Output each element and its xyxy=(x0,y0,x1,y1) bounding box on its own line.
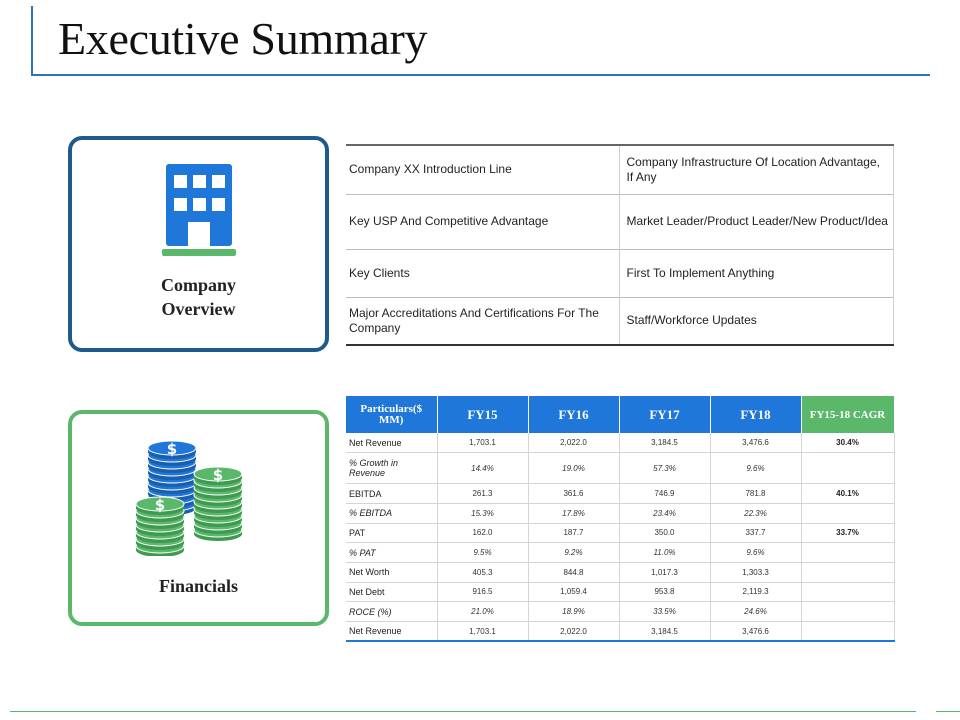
value-cell: 3,184.5 xyxy=(619,622,710,642)
overview-cell: Key Clients xyxy=(346,249,619,297)
table-row xyxy=(346,562,894,582)
value-cell: 15.3% xyxy=(437,503,528,523)
cagr-cell xyxy=(801,582,894,602)
company-overview-label: Company Overview xyxy=(160,275,236,319)
value-cell: 21.0% xyxy=(437,602,528,622)
footer-line-short xyxy=(936,711,960,712)
value-cell: 3,476.6 xyxy=(710,433,801,453)
value-cell: 350.0 xyxy=(619,523,710,543)
footer-line xyxy=(10,711,916,712)
value-cell: 1,303.3 xyxy=(710,562,801,582)
page-title: Executive Summary xyxy=(58,13,428,64)
table-row xyxy=(346,602,894,622)
row-label: ROCE (%) xyxy=(346,602,437,622)
row-label: EBITDA xyxy=(346,484,437,504)
value-cell: 2,022.0 xyxy=(528,622,619,642)
table-row xyxy=(346,622,894,642)
value-cell: 1,703.1 xyxy=(437,622,528,642)
value-cell: 9.2% xyxy=(528,543,619,563)
row-label: % EBITDA xyxy=(346,503,437,523)
svg-text:$: $ xyxy=(212,466,224,484)
table-row xyxy=(346,433,894,453)
row-label: Net Debt xyxy=(346,582,437,602)
cagr-cell xyxy=(801,543,894,563)
row-label: Net Revenue xyxy=(346,622,437,642)
dollar-coins-icon xyxy=(134,434,249,556)
svg-text:$: $ xyxy=(154,496,166,514)
overview-cell: Market Leader/Product Leader/New Product/Idea xyxy=(619,194,894,249)
value-cell: 2,022.0 xyxy=(528,433,619,453)
value-cell: 187.7 xyxy=(528,523,619,543)
cagr-cell xyxy=(801,562,894,582)
overview-cell: First To Implement Anything xyxy=(619,249,894,297)
value-cell: 57.3% xyxy=(619,453,710,484)
financials-card xyxy=(68,410,329,626)
row-label: % Growth in Revenue xyxy=(346,453,437,484)
row-label: Net Revenue xyxy=(346,433,437,453)
value-cell: 22.3% xyxy=(710,503,801,523)
financials-table xyxy=(346,396,895,642)
overview-cell: Major Accreditations And Certifications For The Company xyxy=(346,297,619,345)
value-cell: 916.5 xyxy=(437,582,528,602)
table-row xyxy=(346,194,894,249)
table-row xyxy=(346,297,894,345)
cagr-cell: 30.4% xyxy=(801,433,894,453)
value-cell: 19.0% xyxy=(528,453,619,484)
row-label: Net Worth xyxy=(346,562,437,582)
cagr-cell xyxy=(801,503,894,523)
value-cell: 337.7 xyxy=(710,523,801,543)
table-row xyxy=(346,543,894,563)
value-cell: 2,119.3 xyxy=(710,582,801,602)
value-cell: 3,476.6 xyxy=(710,622,801,642)
value-cell: 953.8 xyxy=(619,582,710,602)
header-particulars: Particulars($ MM) xyxy=(346,396,437,433)
overview-cell: Company XX Introduction Line xyxy=(346,145,619,194)
header-fy17: FY17 xyxy=(619,396,710,433)
row-label: PAT xyxy=(346,523,437,543)
header-fy15: FY15 xyxy=(437,396,528,433)
row-label: % PAT xyxy=(346,543,437,563)
header-fy16: FY16 xyxy=(528,396,619,433)
overview-cell: Company Infrastructure Of Location Advantage, If Any xyxy=(619,145,894,194)
overview-cell: Staff/Workforce Updates xyxy=(619,297,894,345)
value-cell: 18.9% xyxy=(528,602,619,622)
value-cell: 17.8% xyxy=(528,503,619,523)
value-cell: 261.3 xyxy=(437,484,528,504)
value-cell: 361.6 xyxy=(528,484,619,504)
value-cell: 11.0% xyxy=(619,543,710,563)
value-cell: 9.6% xyxy=(710,543,801,563)
value-cell: 1,017.3 xyxy=(619,562,710,582)
value-cell: 1,703.1 xyxy=(437,433,528,453)
value-cell: 23.4% xyxy=(619,503,710,523)
value-cell: 162.0 xyxy=(437,523,528,543)
table-row xyxy=(346,453,894,484)
value-cell: 1,059.4 xyxy=(528,582,619,602)
table-row xyxy=(346,523,894,543)
table-row xyxy=(346,503,894,523)
cagr-cell: 33.7% xyxy=(801,523,894,543)
value-cell: 24.6% xyxy=(710,602,801,622)
value-cell: 3,184.5 xyxy=(619,433,710,453)
value-cell: 844.8 xyxy=(528,562,619,582)
value-cell: 746.9 xyxy=(619,484,710,504)
table-row xyxy=(346,484,894,504)
value-cell: 9.5% xyxy=(437,543,528,563)
table-row xyxy=(346,582,894,602)
value-cell: 405.3 xyxy=(437,562,528,582)
overview-table xyxy=(346,144,894,346)
value-cell: 14.4% xyxy=(437,453,528,484)
cagr-cell xyxy=(801,622,894,642)
financials-header-row xyxy=(346,396,894,433)
cagr-cell xyxy=(801,602,894,622)
cagr-cell xyxy=(801,453,894,484)
overview-cell: Key USP And Competitive Advantage xyxy=(346,194,619,249)
value-cell: 9.6% xyxy=(710,453,801,484)
header-cagr: FY15-18 CAGR xyxy=(801,396,894,433)
building-icon xyxy=(158,160,240,260)
cagr-cell: 40.1% xyxy=(801,484,894,504)
value-cell: 33.5% xyxy=(619,602,710,622)
table-row xyxy=(346,145,894,194)
value-cell: 781.8 xyxy=(710,484,801,504)
table-row xyxy=(346,249,894,297)
svg-text:$: $ xyxy=(166,440,178,458)
company-overview-card xyxy=(68,136,329,352)
financials-label: Financials xyxy=(158,576,238,596)
header-fy18: FY18 xyxy=(710,396,801,433)
